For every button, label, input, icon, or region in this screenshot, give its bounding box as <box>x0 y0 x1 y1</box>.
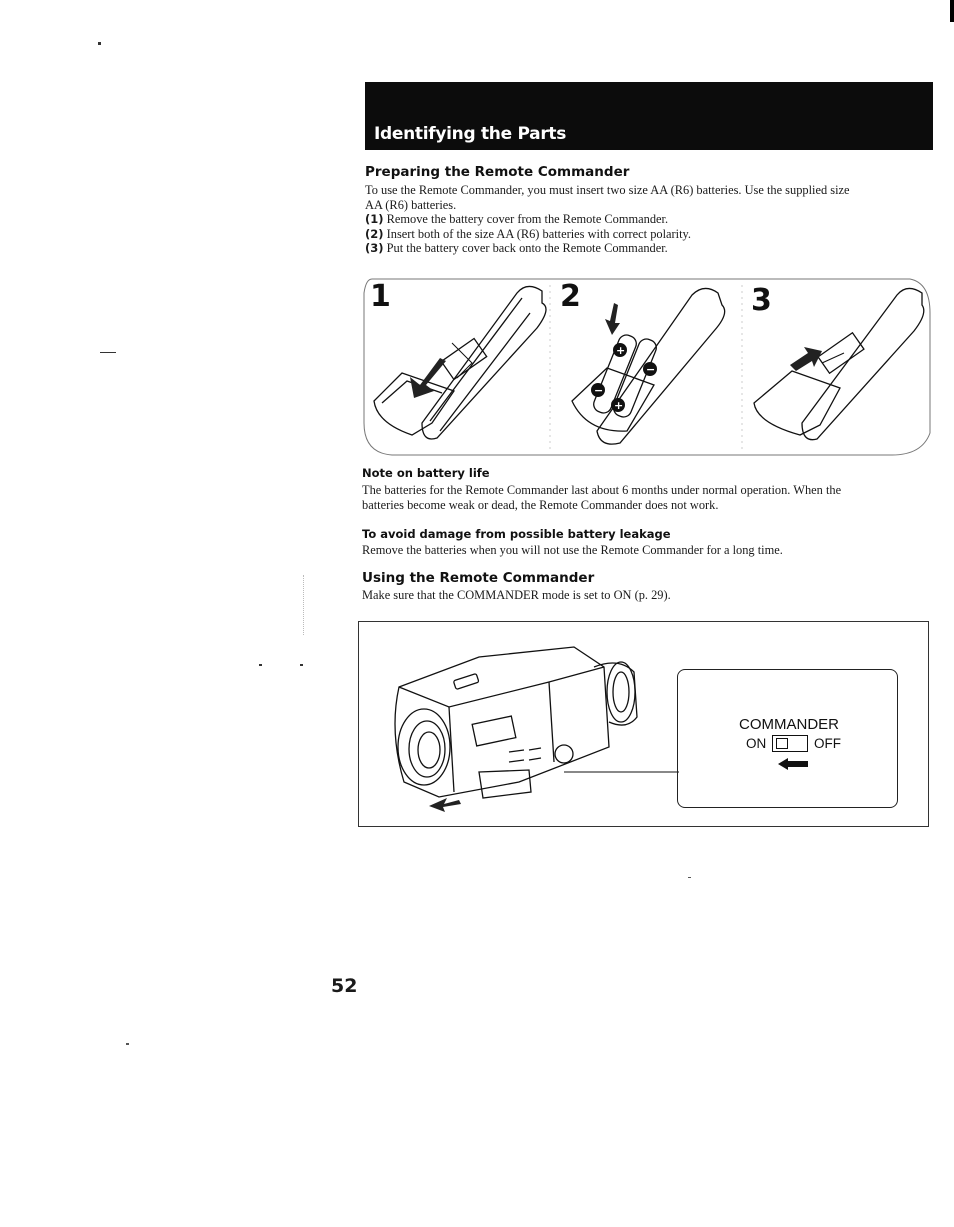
edge-mark <box>950 0 954 22</box>
commander-switch <box>772 735 808 752</box>
grip-arrow-icon <box>429 798 461 812</box>
margin-dots <box>303 575 305 635</box>
step-number: (3) <box>365 241 384 255</box>
commander-label: COMMANDER <box>739 716 839 733</box>
avoid-heading: To avoid damage from possible battery leakage <box>362 527 671 541</box>
slide-arrow-icon <box>790 347 822 371</box>
battery-illustration <box>362 273 932 458</box>
step-number: (1) <box>365 212 384 226</box>
svg-text:−: − <box>646 363 656 376</box>
camcorder-figure <box>358 621 929 827</box>
margin-speck <box>688 877 691 878</box>
camcorder-icon <box>395 647 637 798</box>
switch-off-label: OFF <box>814 736 841 751</box>
step-text: Remove the battery cover from the Remote Commander. <box>386 212 669 226</box>
note-line: batteries become weak or dead, the Remote Commander does not work. <box>362 497 719 512</box>
switch-on-label: ON <box>746 736 767 751</box>
prep-steps <box>365 212 935 256</box>
remote-open-cover <box>374 286 546 439</box>
step-text: Insert both of the size AA (R6) batteries with correct polarity. <box>386 226 692 241</box>
polarity-icons <box>591 343 657 412</box>
step-number: (2) <box>365 226 384 241</box>
prep-intro-line: AA (R6) batteries. <box>365 197 457 212</box>
margin-speck <box>259 664 262 666</box>
step-item <box>365 227 935 242</box>
commander-callout <box>677 669 898 808</box>
banner-title: Identifying the Parts <box>374 124 567 144</box>
switch-knob <box>776 738 788 749</box>
svg-text:+: + <box>616 344 626 357</box>
avoid-text: Remove the batteries when you will not use the Remote Commander for a long time. <box>362 543 783 557</box>
step-text: Put the battery cover back onto the Remote Commander. <box>386 241 668 255</box>
using-text: Make sure that the COMMANDER mode is set to ON (p. 29). <box>362 588 671 602</box>
note-line: The batteries for the Remote Commander last about 6 months under normal operation. When the <box>362 483 842 497</box>
step-item <box>365 212 935 227</box>
section-banner <box>365 82 933 150</box>
battery-figure <box>362 273 932 458</box>
margin-speck <box>300 664 303 666</box>
using-heading: Using the Remote Commander <box>362 570 595 586</box>
panel-number-2: 2 <box>560 279 581 314</box>
step-item <box>365 241 935 256</box>
remote-close-cover <box>754 288 924 439</box>
margin-speck <box>126 1043 129 1045</box>
margin-speck <box>98 42 101 45</box>
page-number: 52 <box>331 975 358 997</box>
prep-intro-line: To use the Remote Commander, you must insert two size AA (R6) batteries. Use the supplied size <box>365 183 850 197</box>
slide-left-arrow-icon <box>776 757 810 771</box>
note-heading: Note on battery life <box>362 466 490 480</box>
svg-text:+: + <box>614 399 624 412</box>
prep-intro <box>365 183 935 212</box>
prep-heading: Preparing the Remote Commander <box>365 164 630 180</box>
insert-arrow-icon <box>605 303 620 335</box>
margin-dash <box>100 352 116 353</box>
svg-text:−: − <box>594 384 604 397</box>
panel-number-1: 1 <box>370 279 391 314</box>
panel-number-3: 3 <box>751 283 772 318</box>
note-body <box>362 483 937 512</box>
